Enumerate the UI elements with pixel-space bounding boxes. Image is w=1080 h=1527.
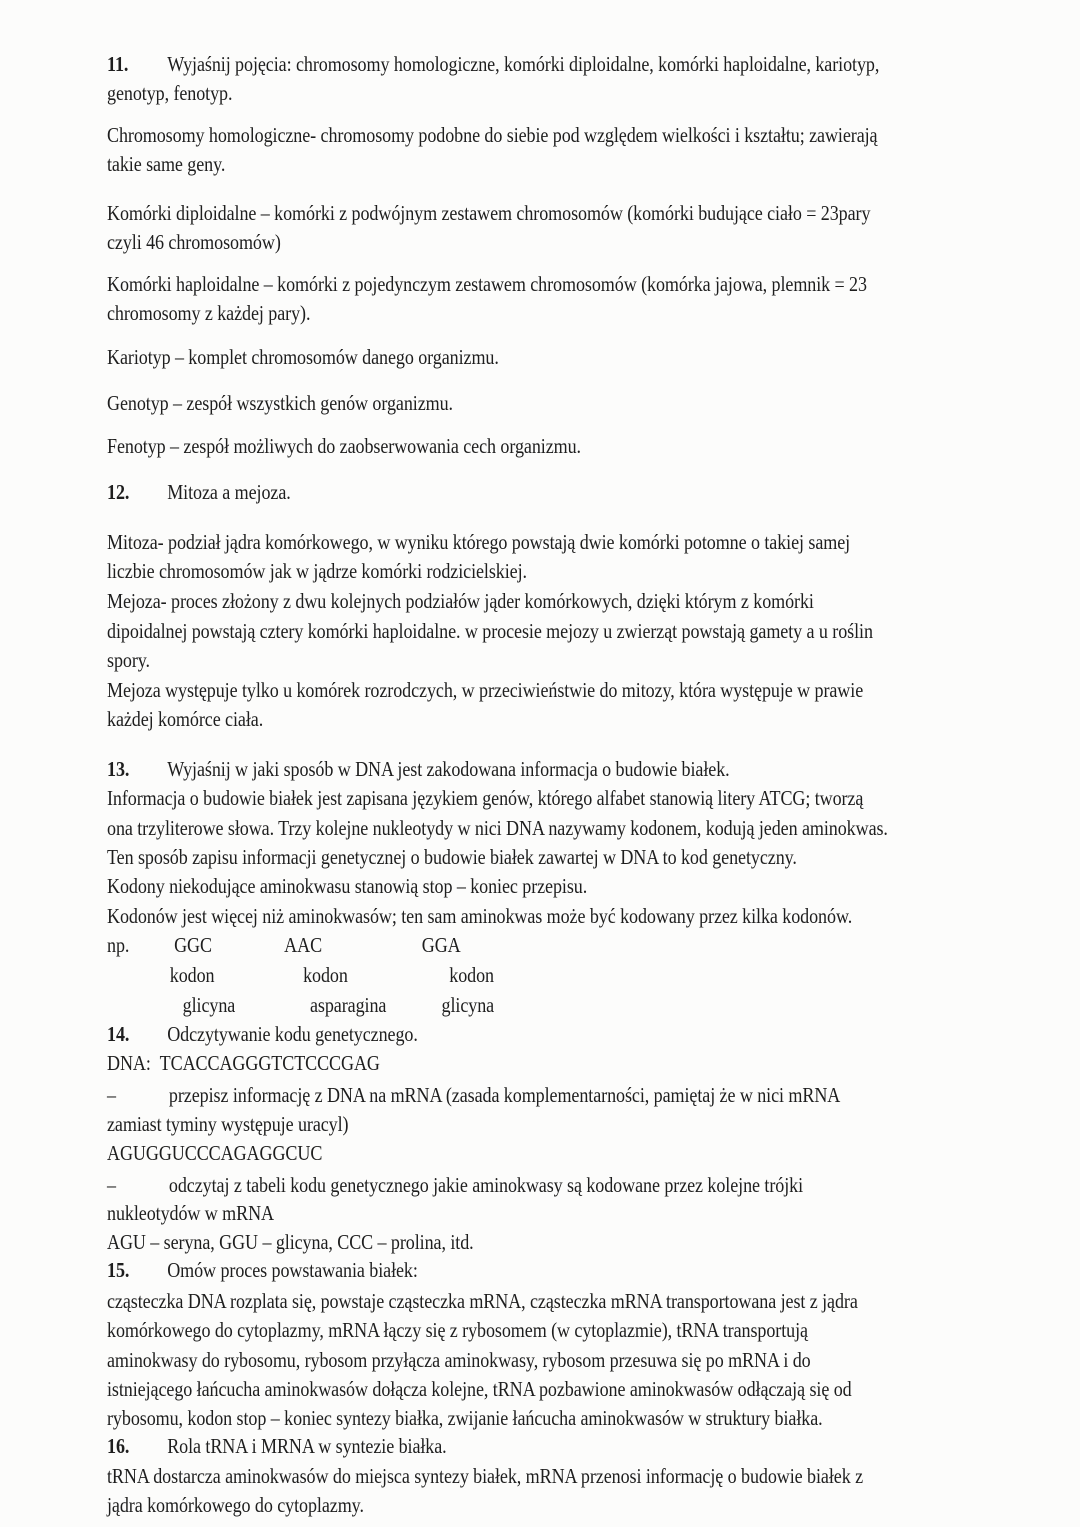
codon: AAC	[284, 933, 323, 957]
step-text: odczytaj z tabeli kodu genetycznego jakie aminokwasy są kodowane przez kolejne trójki	[168, 1173, 804, 1197]
answer-line: Ten sposób zapisu informacji genetycznej o budowie białek zawartej w DNA to kod genetyczny.	[107, 845, 797, 869]
dash-bullet: –	[107, 1173, 116, 1197]
answer-line: spory.	[107, 648, 150, 672]
amino-acid: glicyna	[441, 993, 495, 1017]
question-number: 14.	[107, 1022, 130, 1046]
question-11-heading	[107, 50, 879, 78]
answer-line: ona trzyliterowe słowa. Trzy kolejne nukleotydy w nici DNA nazywamy kodonem, kodują jeden aminokwas.	[107, 816, 888, 840]
answer-line: Kodony niekodujące aminokwasu stanowią stop – koniec przepisu.	[107, 874, 588, 898]
answer-haploid-cells-cont: chromosomy z każdej pary).	[107, 301, 311, 325]
dna-sequence-line	[107, 1049, 380, 1077]
answer-diploid-cells: Komórki diploidalne – komórki z podwójnym zestawem chromosomów (komórki budujące ciało = 23pary	[107, 201, 871, 225]
question-text: Rola tRNA i MRNA w syntezie białka.	[167, 1434, 447, 1458]
answer-line: jądra komórkowego do cytoplazmy.	[107, 1493, 364, 1517]
answer-line: dipoidalnej powstają cztery komórki haploidalne. w procesie mejozy u zwierząt powstają gamety a u roślin	[107, 619, 873, 643]
question-12-heading	[107, 478, 291, 506]
question-number: 16.	[107, 1434, 130, 1458]
answer-genotype: Genotyp – zespół wszystkich genów organizmu.	[107, 391, 453, 415]
mrna-sequence: AGUGGUCCCAGAGGCUC	[107, 1141, 323, 1165]
question-13-heading	[107, 755, 730, 783]
step-text: przepisz informację z DNA na mRNA (zasada komplementarności, pamiętaj że w nici mRNA	[168, 1083, 841, 1107]
answer-line: komórkowego do cytoplazmy, mRNA łączy się z rybosomem (w cytoplazmie), tRNA transportują	[107, 1318, 808, 1342]
answer-diploid-cells-cont: czyli 46 chromosomów)	[107, 230, 281, 254]
answer-line: każdej komórce ciała.	[107, 707, 264, 731]
answer-line: Kodonów jest więcej niż aminokwasów; ten sam aminokwas może być kodowany przez kilka kodonów.	[107, 904, 853, 928]
amino-acid-result: AGU – seryna, GGU – glicyna, CCC – prolina, itd.	[107, 1230, 474, 1254]
step-1	[107, 1081, 840, 1109]
answer-line: cząsteczka DNA rozplata się, powstaje cząsteczka mRNA, cząsteczka mRNA transportowana jest z jądra	[107, 1289, 858, 1313]
answer-line: tRNA dostarcza aminokwasów do miejsca syntezy białek, mRNA przenosi informację o budowie białek z	[107, 1464, 864, 1488]
answer-line: Mejoza- proces złożony z dwu kolejnych podziałów jąder komórkowych, dzięki którym z komórki	[107, 589, 814, 613]
example-prefix: np.	[107, 933, 130, 957]
dna-sequence: TCACCAGGGTCTCCCGAG	[159, 1051, 380, 1075]
question-text: Odczytywanie kodu genetycznego.	[167, 1022, 418, 1046]
question-number: 15.	[107, 1258, 130, 1282]
answer-line: aminokwasy do rybosomu, rybosom przyłącza aminokwasy, rybosom przesuwa się po mRNA i do	[107, 1348, 811, 1372]
codon-label: kodon	[169, 963, 215, 987]
answer-homologous-chromosomes-cont: takie same geny.	[107, 152, 226, 176]
answer-line: Mejoza występuje tylko u komórek rozrodczych, w przeciwieństwie do mitozy, która występuje w prawie	[107, 678, 864, 702]
step-1-cont: zamiast tyminy występuje uracyl)	[107, 1112, 349, 1136]
answer-line: Mitoza- podział jądra komórkowego, w wyniku którego powstają dwie komórki potomne o takiej samej	[107, 530, 851, 554]
question-15-heading	[107, 1256, 418, 1284]
question-text: Omów proces powstawania białek:	[167, 1258, 418, 1282]
answer-line: Informacja o budowie białek jest zapisana językiem genów, którego alfabet stanowią litery ATCG; tworzą	[107, 786, 864, 810]
codon-label: kodon	[303, 963, 348, 987]
amino-acid: asparagina	[309, 993, 387, 1017]
answer-homologous-chromosomes: Chromosomy homologiczne- chromosomy podobne do siebie pod względem wielkości i kształtu; zawierają	[107, 123, 878, 147]
answer-phenotype: Fenotyp – zespół możliwych do zaobserwowania cech organizmu.	[107, 434, 581, 458]
question-text: Wyjaśnij w jaki sposób w DNA jest zakodowana informacja o budowie białek.	[167, 757, 730, 781]
step-2	[107, 1171, 803, 1199]
question-number: 13.	[107, 757, 130, 781]
amino-acid: glicyna	[182, 993, 236, 1017]
question-number: 12.	[107, 480, 130, 504]
question-text: Wyjaśnij pojęcia: chromosomy homologiczne, komórki diploidalne, komórki haploidalne, kariotyp,	[167, 52, 880, 76]
question-14-heading	[107, 1020, 418, 1048]
codon: GGC	[174, 933, 212, 957]
step-2-cont: nukleotydów w mRNA	[107, 1201, 275, 1225]
question-number: 11.	[107, 52, 129, 76]
answer-line: liczbie chromosomów jak w jądrze komórki rodzicielskiej.	[107, 559, 527, 583]
codon-label: kodon	[449, 963, 495, 987]
question-11-continuation: genotyp, fenotyp.	[107, 81, 233, 105]
answer-karyotype: Kariotyp – komplet chromosomów danego organizmu.	[107, 345, 499, 369]
question-text: Mitoza a mejoza.	[167, 480, 291, 504]
question-16-heading	[107, 1432, 447, 1460]
answer-haploid-cells: Komórki haploidalne – komórki z pojedynczym zestawem chromosomów (komórka jajowa, plemnik = 23	[107, 272, 867, 296]
answer-line: istniejącego łańcucha aminokwasów dołącza kolejne, tRNA pozbawione aminokwasów odłączają się od	[107, 1377, 852, 1401]
answer-line: rybosomu, kodon stop – koniec syntezy białka, zwijanie łańcucha aminokwasów w struktury białka.	[107, 1406, 823, 1430]
dna-label: DNA:	[107, 1051, 151, 1075]
dash-bullet: –	[107, 1083, 116, 1107]
codon: GGA	[421, 933, 461, 957]
